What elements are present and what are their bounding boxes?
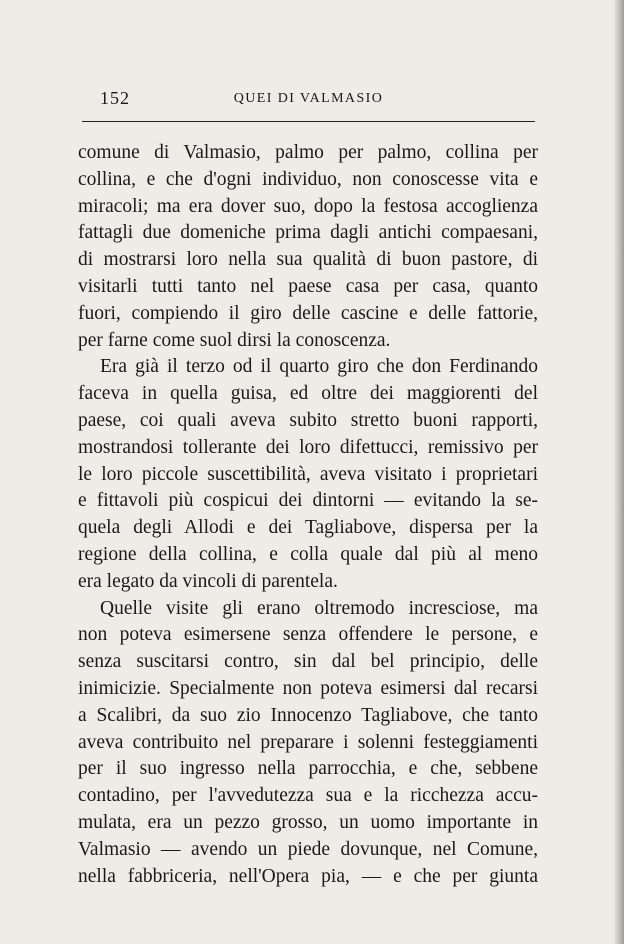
text-line: Era già il terzo od il quarto giro che don Ferdinando — [100, 356, 538, 378]
text-line: aveva contribuito nel preparare i solenni festeggiamenti — [78, 731, 538, 753]
text-line: e fittavoli più cospicui dei dintorni — evitando la se- — [78, 490, 538, 512]
text-line: era legato da vincoli di parentela. — [78, 570, 338, 592]
text-line: inimicizie. Specialmente non poteva esimersi dal recarsi — [78, 677, 538, 699]
text-line: Quelle visite gli erano oltremodo incresciose, ma — [100, 597, 538, 619]
text-line: per il suo ingresso nella parrocchia, e che, sebbene — [78, 758, 538, 780]
running-title: QUEI DI VALMASIO — [233, 91, 384, 106]
body-text — [78, 140, 538, 890]
text-line: fuori, compiendo il giro delle cascine e delle fattorie, — [78, 302, 538, 324]
header-rule — [82, 121, 535, 122]
text-line: fattagli due domeniche prima dagli antichi compaesani, — [78, 222, 538, 244]
page-header — [82, 88, 535, 114]
text-line: Valmasio — avendo un piede dovunque, nel Comune, — [78, 838, 538, 860]
text-line: faceva in quella guisa, ed oltre dei maggiorenti del — [78, 383, 538, 405]
text-line: senza suscitarsi contro, sin dal bel principio, delle — [78, 651, 538, 673]
text-line: visitarli tutti tanto nel paese casa per casa, quanto — [78, 275, 538, 297]
text-line: regione della collina, e colla quale dal più al meno — [78, 543, 538, 565]
text-line: quela degli Allodi e dei Tagliabove, dispersa per la — [78, 517, 538, 539]
text-line: le loro piccole suscettibilità, aveva visitato i proprietari — [78, 463, 538, 485]
text-line: per farne come suol dirsi la conoscenza. — [78, 329, 391, 351]
text-line: mulata, era un pezzo grosso, un uomo importante in — [78, 811, 538, 833]
text-line: paese, coi quali aveva subito stretto buoni rapporti, — [78, 409, 538, 431]
page-number: 152 — [100, 88, 130, 108]
text-line: di mostrarsi loro nella sua qualità di buon pastore, di — [78, 249, 538, 271]
text-line: collina, e che d'ogni individuo, non conoscesse vita e — [78, 168, 538, 190]
page-edge-shadow — [614, 0, 624, 944]
text-line: nella fabbriceria, nell'Opera pia, — e che per giunta — [78, 865, 538, 887]
text-line: comune di Valmasio, palmo per palmo, collina per — [78, 142, 538, 163]
text-line: mostrandosi tollerante dei loro difettucci, remissivo per — [78, 436, 538, 458]
text-line: miracoli; ma era dover suo, dopo la festosa accoglienza — [78, 195, 538, 217]
text-line: contadino, per l'avvedutezza sua e la ricchezza accu- — [78, 785, 538, 807]
text-line: a Scalibri, da suo zio Innocenzo Tagliabove, che tanto — [78, 704, 538, 726]
text-line: non poteva esimersene senza offendere le persone, e — [78, 624, 538, 646]
